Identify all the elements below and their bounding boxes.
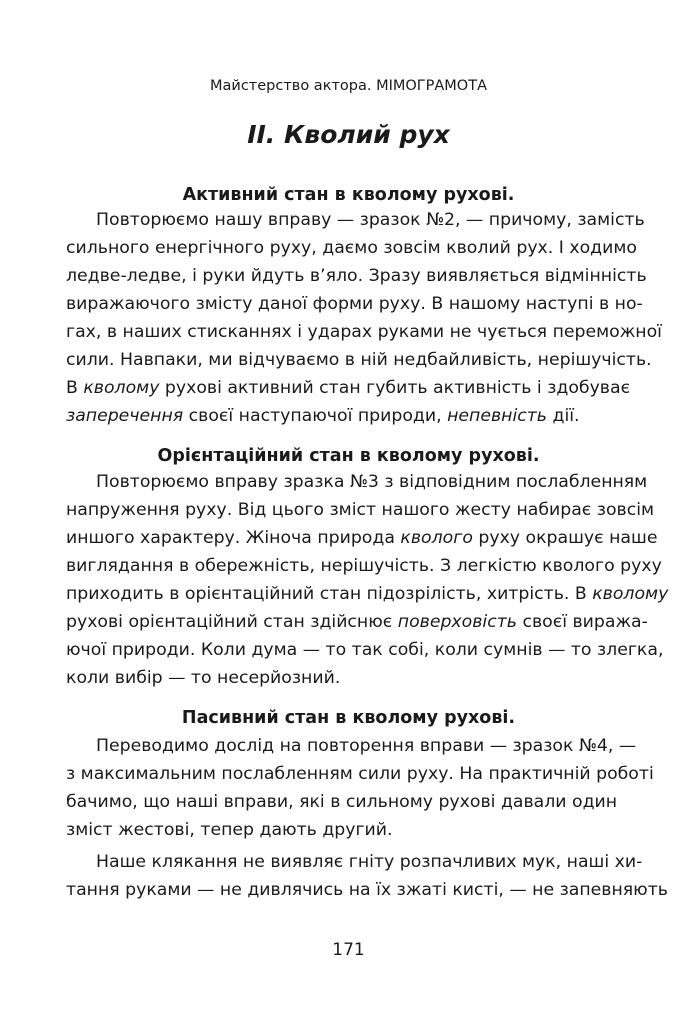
text-run: рухові орієнтаційний стан здійснює — [66, 612, 398, 632]
text-run: бачимо, що наші вправи, які в сильному рухові давали один — [66, 792, 618, 812]
italic-text: кволого — [400, 528, 473, 548]
running-head: Майстерство актора. МІМОГРАМОТА — [210, 78, 487, 94]
section-heading: Орієнтаційний стан в кволому рухові. — [157, 446, 540, 466]
text-run: своєї наступаючої природи, — [183, 406, 448, 426]
paragraph-line — [66, 346, 652, 374]
paragraph-line — [66, 816, 612, 844]
text-run: Наше клякання не виявляє гніту розпачливих мук, наші хи- — [96, 852, 643, 872]
paragraph-line — [66, 636, 664, 664]
paragraph-line — [66, 402, 612, 430]
text-run: напруження руху. Від цього зміст нашого жесту набирає зовсім — [66, 500, 655, 520]
text-run: дії. — [547, 406, 580, 426]
paragraph-line — [66, 788, 618, 816]
text-run: ледве-ледве, і руки йдуть в’яло. Зразу виявляється відмінність — [66, 266, 647, 286]
paragraph-line — [66, 318, 662, 346]
text-run: з максимальним послабленням сили руху. На практичній роботі — [66, 764, 654, 784]
paragraph-line — [66, 552, 662, 580]
paragraph-line — [96, 206, 645, 234]
text-run: ючої природи. Коли дума — то так собі, коли сумнів — то злегка, — [66, 640, 664, 660]
section-heading: Пасивний стан в кволому рухові. — [181, 708, 516, 728]
paragraph-line — [96, 848, 643, 876]
paragraph-line — [66, 234, 637, 262]
paragraph-line — [66, 580, 669, 608]
italic-text: поверховість — [397, 612, 517, 632]
paragraph-line — [66, 262, 647, 290]
text-run: руху окрашує наше — [472, 528, 658, 548]
paragraph-line — [66, 760, 654, 788]
text-run: зміст жестові, тепер дають другий. — [66, 820, 393, 840]
paragraph-line — [96, 732, 637, 760]
paragraph-line — [66, 374, 631, 402]
text-run: рухові активний стан губить активність і здобуває — [159, 378, 631, 398]
italic-text: заперечення — [66, 406, 184, 426]
text-run: сильного енергічного руху, даємо зовсім кволий рух. І ходимо — [66, 238, 637, 258]
text-run: тання руками — не дивлячись на їх зжаті кисті, — не запевняють — [66, 880, 668, 900]
paragraph-line — [66, 496, 655, 524]
text-run: гах, в наших стисканнях і ударах руками не чується переможної — [66, 322, 662, 342]
text-run: Повторюємо нашу вправу — зразок №2, — причому, замість — [96, 210, 645, 230]
text-run: коли вибір — то несерйозний. — [66, 668, 341, 688]
text-run: виглядання в обережність, нерішучість. З легкістю кволого руху — [66, 556, 662, 576]
text-run: иншого характеру. Жіноча природа — [66, 528, 401, 548]
paragraph-line — [66, 290, 643, 318]
italic-text: кволому — [83, 378, 160, 398]
paragraph-line — [66, 876, 668, 904]
italic-text: непевність — [447, 406, 547, 426]
text-run: В — [66, 378, 84, 398]
paragraph-line — [66, 664, 612, 692]
text-run: своєї виража- — [516, 612, 648, 632]
page-number: 171 — [332, 940, 365, 960]
text-run: Повторюємо вправу зразка №3 з відповідним послабленням — [96, 472, 648, 492]
italic-text: кволому — [592, 584, 669, 604]
text-run: приходить в орієнтаційний стан підозрілість, хитрість. В — [66, 584, 593, 604]
section-heading: Активний стан в кволому рухові. — [182, 185, 515, 205]
text-run: Переводимо дослід на повторення вправи — зразок №4, — — [96, 736, 637, 756]
paragraph-line — [96, 468, 648, 496]
text-run: сили. Навпаки, ми відчуваємо в ній недбайливість, нерішучість. — [66, 350, 652, 370]
chapter-title: II. Кволий рух — [247, 120, 450, 149]
paragraph-line — [66, 524, 658, 552]
paragraph-line — [66, 608, 648, 636]
text-run: виражаючого змісту даної форми руху. В нашому наступі в но- — [66, 294, 643, 314]
